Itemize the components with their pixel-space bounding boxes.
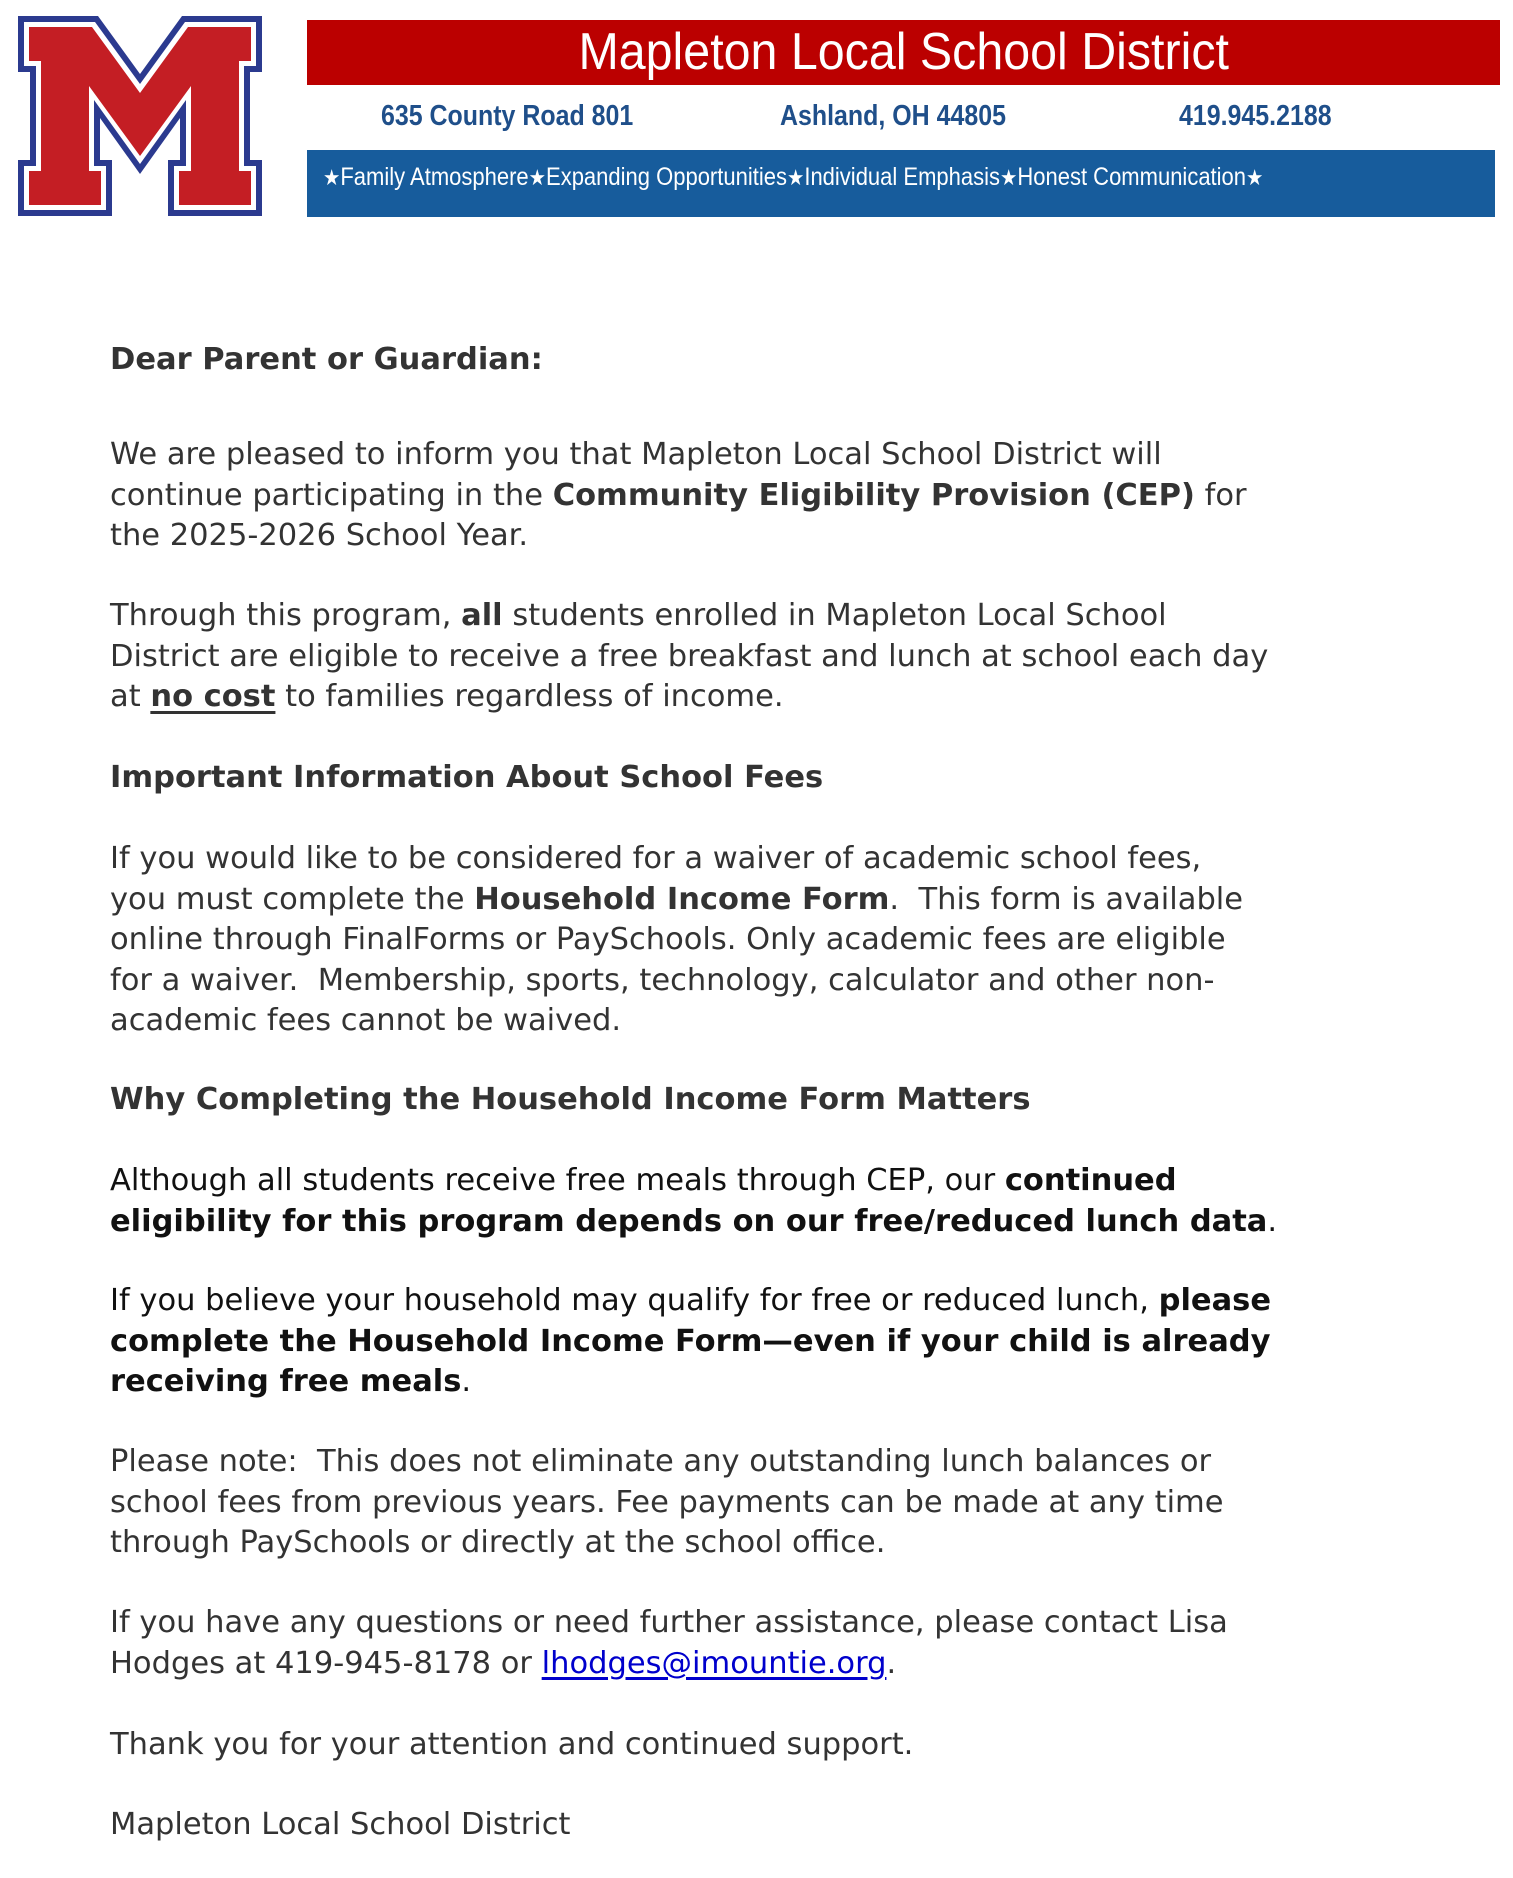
paragraph-please-complete [110, 1281, 1410, 1403]
text-run: Hodges at 419-945-8178 or [110, 1645, 542, 1681]
text-line [110, 476, 1410, 517]
text-line: Thank you for your attention and continued support. [110, 1727, 914, 1762]
text-line [110, 1281, 1410, 1322]
text-run: Through this program, [110, 598, 462, 633]
text-run: . [461, 1364, 472, 1399]
contact-info-row [307, 96, 1500, 136]
star-icon: ★ [999, 165, 1018, 190]
cep-program-name: Community Eligibility Provision (CEP) [552, 477, 1195, 513]
district-phone: 419.945.2188 [1179, 100, 1332, 132]
text-line [110, 1161, 1410, 1202]
text-run: students enrolled in Mapleton Local School [502, 598, 1167, 633]
emphasis-text: receiving free meals [110, 1364, 462, 1399]
paragraph-free-meals [110, 596, 1410, 718]
text-line: for a waiver. Membership, sports, technology, calculator and other non- [110, 962, 1215, 998]
text-line: through PaySchools or directly at the school office. [110, 1525, 886, 1560]
emphasis-text: complete the Household Income Form—even if your child is already [110, 1323, 1271, 1359]
paragraph-continued-eligibility [110, 1161, 1410, 1242]
signature-text: Mapleton Local School District [110, 1807, 571, 1842]
text-line [110, 880, 1410, 921]
star-icon: ★ [323, 165, 341, 190]
motto-item: Expanding Opportunities [546, 163, 787, 191]
city-state-zip: Ashland, OH 44805 [780, 100, 1006, 132]
text-run: . [886, 1645, 897, 1681]
section-heading-school-fees: Important Information About School Fees [110, 760, 824, 795]
closing-thanks [110, 1725, 1410, 1766]
text-line [110, 596, 1410, 637]
salutation-block [110, 340, 1410, 381]
heading-block [110, 1080, 1410, 1121]
text-line: the 2025-2026 School Year. [110, 518, 529, 553]
section-heading-form-matters: Why Completing the Household Income Form Matters [110, 1082, 1031, 1117]
district-title-banner [307, 20, 1500, 85]
text-run: to families regardless of income. [275, 679, 784, 714]
emphasis-text: eligibility for this program depends on our free/reduced lunch data [110, 1203, 1268, 1239]
text-line [110, 677, 1410, 718]
salutation: Dear Parent or Guardian: [110, 342, 543, 377]
text-run: Although all students receive free meals through CEP, our [110, 1163, 1005, 1198]
motto-item: Individual Emphasis [804, 163, 1000, 191]
text-line: If you have any questions or need further assistance, please contact Lisa [110, 1605, 1228, 1640]
motto-item: Family Atmosphere [340, 163, 529, 191]
text-line [110, 1362, 1410, 1403]
text-line: academic fees cannot be waived. [110, 1003, 622, 1038]
star-icon: ★ [1246, 165, 1264, 190]
motto-banner [307, 150, 1495, 217]
text-run: If you believe your household may qualify for free or reduced lunch, [110, 1283, 1159, 1318]
text-run: . This form is available [889, 881, 1244, 917]
text-line: If you would like to be considered for a waiver of academic school fees, [110, 841, 1202, 876]
text-line: online through FinalForms or PaySchools. Only academic fees are eligible [110, 922, 1226, 957]
text-line [110, 1322, 1410, 1363]
text-line [110, 1644, 1410, 1685]
text-line: District are eligible to receive a free breakfast and lunch at school each day [110, 638, 1269, 674]
paragraph-please-note [110, 1442, 1410, 1564]
text-line [110, 1202, 1410, 1243]
paragraph-contact [110, 1603, 1410, 1684]
district-title: Mapleton Local School District [578, 23, 1229, 81]
emphasis-all: all [461, 598, 503, 633]
emphasis-no-cost: no cost [150, 679, 276, 714]
signature [110, 1805, 1410, 1846]
heading-block [110, 758, 1410, 799]
emphasis-text: please [1158, 1283, 1272, 1318]
paragraph-fee-waiver [110, 839, 1410, 1042]
paragraph-cep-announcement [110, 435, 1410, 557]
text-run: you must complete the [110, 881, 475, 917]
star-icon: ★ [786, 165, 805, 190]
text-run: at [110, 679, 151, 714]
text-line: We are pleased to inform you that Mapleton Local School District will [110, 437, 1162, 472]
emphasis-text: continued [1004, 1163, 1177, 1198]
contact-email-link[interactable]: lhodges@imountie.org [541, 1645, 887, 1681]
household-income-form-name: Household Income Form [474, 881, 890, 917]
motto-item: Honest Communication [1017, 163, 1247, 191]
street-address: 635 County Road 801 [381, 100, 634, 132]
text-run: . [1267, 1203, 1278, 1239]
district-logo-m-icon [16, 14, 264, 218]
text-line: Please note: This does not eliminate any outstanding lunch balances or [110, 1444, 1212, 1479]
text-line: school fees from previous years. Fee payments can be made at any time [110, 1484, 1224, 1520]
text-run: for [1194, 477, 1247, 513]
text-run: continue participating in the [110, 477, 553, 513]
star-icon: ★ [528, 165, 547, 190]
